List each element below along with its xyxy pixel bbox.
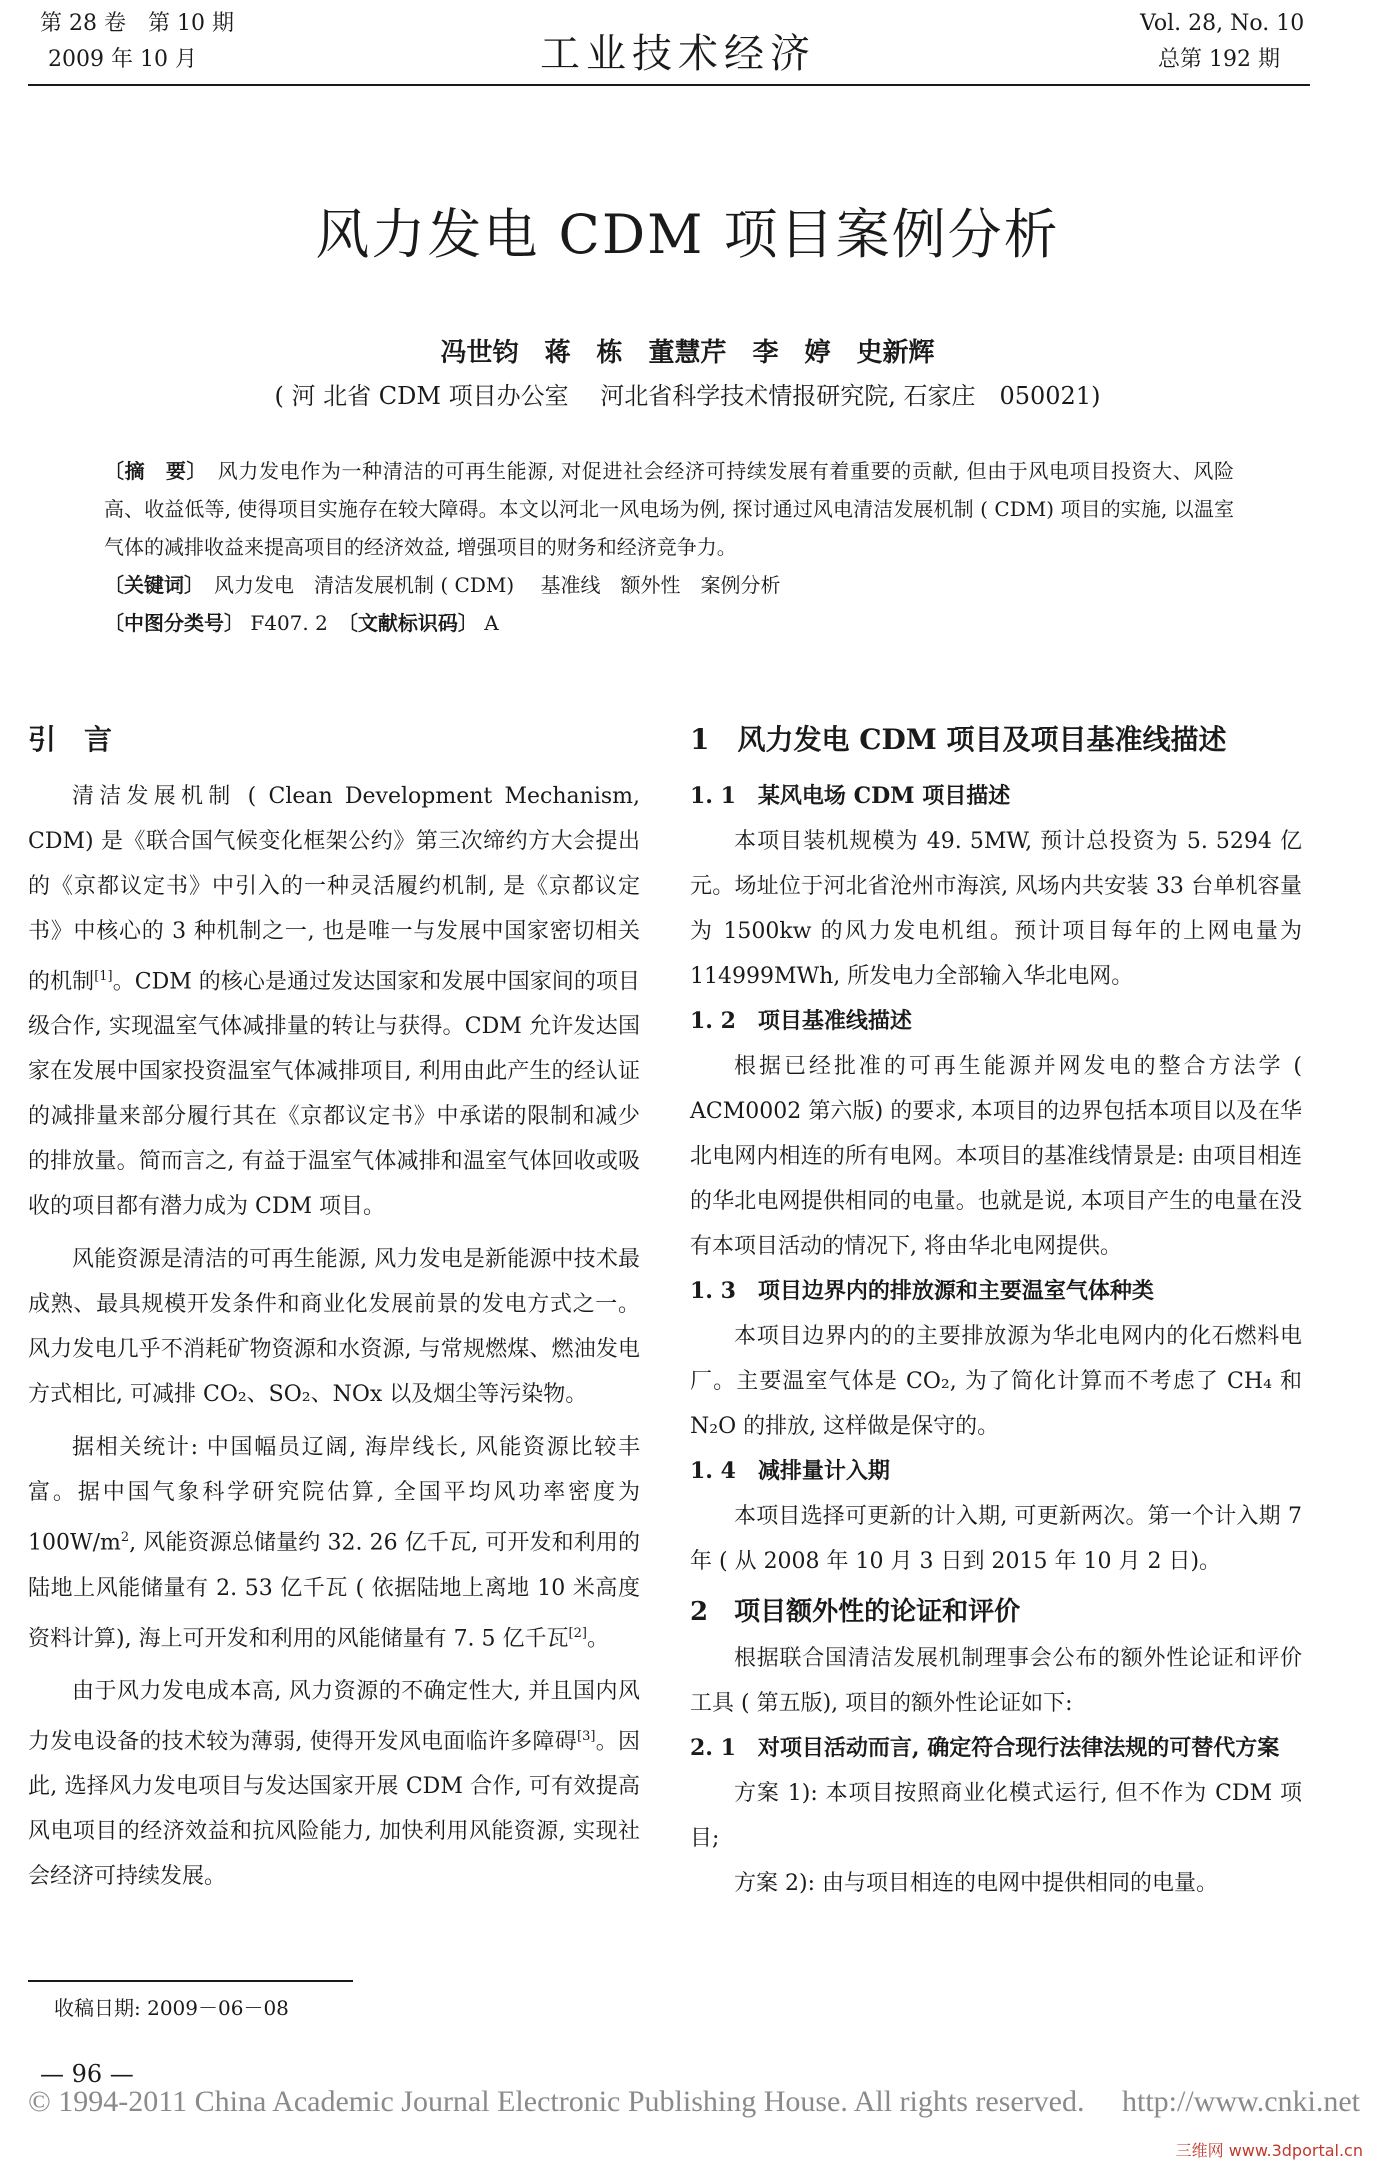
paragraph: 据相关统计: 中国幅员辽阔, 海岸线长, 风能资源比较丰富。据中国气象科学研究院估算, 全国平均风功率密度为 $100W/m^2$, 风能资源总储量约 32. 26 亿千瓦, 可开发和利用的陆地上风能储量有 2. 53 亿千瓦 ( 依据陆地上离地 10 米高度资料计算), 海上可开发和利用的风能储量有 7. 5 亿千瓦[2]。 [28,1435,640,1651]
article-title: 风力发电 CDM 项目案例分析 [315,203,1060,266]
section-heading-2: 2 项目额外性的论证和评价 [690,1597,1021,1627]
paragraph: 方案 1): 本项目按照商业化模式运行, 但不作为 CDM 项目; [690,1781,1302,1851]
subsection-heading-1-1: 1. 1 某风电场 CDM 项目描述 [690,783,1011,809]
subsection-heading-1-2: 1. 2 项目基准线描述 [690,1008,912,1034]
paragraph: 方案 2): 由与项目相连的电网中提供相同的电量。 [734,1871,1218,1896]
paragraph: 本项目选择可更新的计入期, 可更新两次。第一个计入期 7 年 ( 从 2008 年 10 月 3 日到 2015 年 10 月 2 日)。 [690,1504,1302,1574]
abstract-label: 〔摘 要〕 [104,459,198,483]
subsection-heading-1-4: 1. 4 减排量计入期 [690,1458,890,1484]
abstract [104,452,1234,566]
subsection-heading-2-1: 2. 1 对项目活动而言, 确定符合现行法律法规的可替代方案 [690,1735,1280,1761]
received-date: 收稿日期: 2009－06－08 [54,1996,289,2020]
subsection-heading-1-3: 1. 3 项目边界内的排放源和主要温室气体种类 [690,1278,1154,1304]
page-number: — 96 — [40,2060,134,2088]
right-column [690,716,1302,1906]
keywords-label: 〔关键词〕 [104,573,194,597]
doc-code-label: 〔文献标识码〕 [347,611,478,635]
paragraph: 风能资源是清洁的可再生能源, 风力发电是新能源中技术最成熟、最具规模开发条件和商业化发展前景的发电方式之一。风力发电几乎不消耗矿物资源和水资源, 与常规燃煤、燃油发电方式相比, 可减排 CO₂、SO₂、NOx 以及烟尘等污染物。 [28,1247,640,1408]
date-cn: 2009 年 10 月 [48,47,197,72]
watermark: 三维网 www.3dportal.cn [1175,2141,1363,2160]
clc-label: 〔中图分类号〕 [104,611,244,635]
paragraph: 清洁发展机制 ( Clean Development Mechanism, CDM) 是《联合国气候变化框架公约》第三次缔约方大会提出的《京都议定书》中引入的一种灵活履约机制, 是《京都议定书》中核心的 3 种机制之一, 也是唯一与发展中国家密切相关的机制[1]。CDM 的核心是通过发达国家和发展中国家间的项目级合作, 实现温室气体减排量的转让与获得。CDM 允许发达国家在发展中国家投资温室气体减排项目, 利用由此产生的经认证的减排量来部分履行其在《京都议定书》中承诺的限制和减少的排放量。简而言之, 有益于温室气体减排和温室气体回收或吸收的项目都有潜力成为 CDM 项目。 [28,784,640,1220]
section-heading-intro: 引 言 [28,723,113,756]
clc-code: F407. 2 [244,611,348,635]
paragraph: 本项目边界内的的主要排放源为华北电网内的化石燃料电厂。主要温室气体是 CO₂, 为了简化计算而不考虑了 CH₄ 和 N₂O 的排放, 这样做是保守的。 [690,1324,1302,1439]
header-rule [28,84,1310,86]
paragraph: 根据已经批准的可再生能源并网发电的整合方法学 ( ACM0002 第六版) 的要求, 本项目的边界包括本项目以及在华北电网内相连的所有电网。本项目的基准线情景是: 由项目相连的华北电网提供相同的电量。也就是说, 本项目产生的电量在没有本项目活动的情况下, 将由华北电网提供。 [690,1054,1302,1259]
copyright-line: © 1994-2011 China Academic Journal Electronic Publishing House. All rights reserved. http://www.cnki.net [28,2085,1361,2118]
abstract-block [104,452,1234,642]
volume-issue-en: Vol. 28, No. 10 [1140,11,1305,36]
paragraph: 由于风力发电成本高, 风力资源的不确定性大, 并且国内风力发电设备的技术较为薄弱, 使得开发风电面临许多障碍[3]。因此, 选择风力发电项目与发达国家开展 CDM 合作, 可有效提高风电项目的经济效益和抗风险能力, 加快利用风能资源, 实现社会经济可持续发展。 [28,1678,640,1890]
left-column [28,716,640,1899]
footnote-rule [28,1980,353,1982]
volume-issue-cn: 第 28 卷 第 10 期 [40,11,234,36]
classification [104,604,1234,642]
affiliation: ( 河 北省 CDM 项目办公室 河北省科学技术情报研究院, 石家庄 050021) [274,382,1101,410]
paragraph: 本项目装机规模为 49. 5MW, 预计总投资为 5. 5294 亿元。场址位于河北省沧州市海滨, 风场内共安装 33 台单机容量为 1500kw 的风力发电机组。预计项目每年的上网电量为 114999MWh, 所发电力全部输入华北电网。 [690,829,1302,989]
keywords [104,566,1234,604]
abstract-text: 风力发电作为一种清洁的可再生能源, 对促进社会经济可持续发展有着重要的贡献, 但由于风电项目投资大、风险高、收益低等, 使得项目实施存在较大障碍。本文以河北一风电场为例, 探讨通过风电清洁发展机制 ( CDM) 项目的实施, 以温室气体的减排收益来提高项目的经济效益, 增强项目的财务和经济竞争力。 [104,459,1235,559]
journal-title: 工业技术经济 [540,31,816,77]
authors: 冯世钧 蒋 栋 董慧芹 李 婷 史新辉 [440,338,935,368]
keywords-text: 风力发电 清洁发展机制 ( CDM) 基准线 额外性 案例分析 [194,573,781,597]
doc-code: A [477,611,499,635]
paragraph: 根据联合国清洁发展机制理事会公布的额外性论证和评价工具 ( 第五版), 项目的额外性论证如下: [690,1646,1302,1716]
issue-total: 总第 192 期 [1158,47,1280,72]
section-heading-1: 1 风力发电 CDM 项目及项目基准线描述 [690,723,1227,756]
